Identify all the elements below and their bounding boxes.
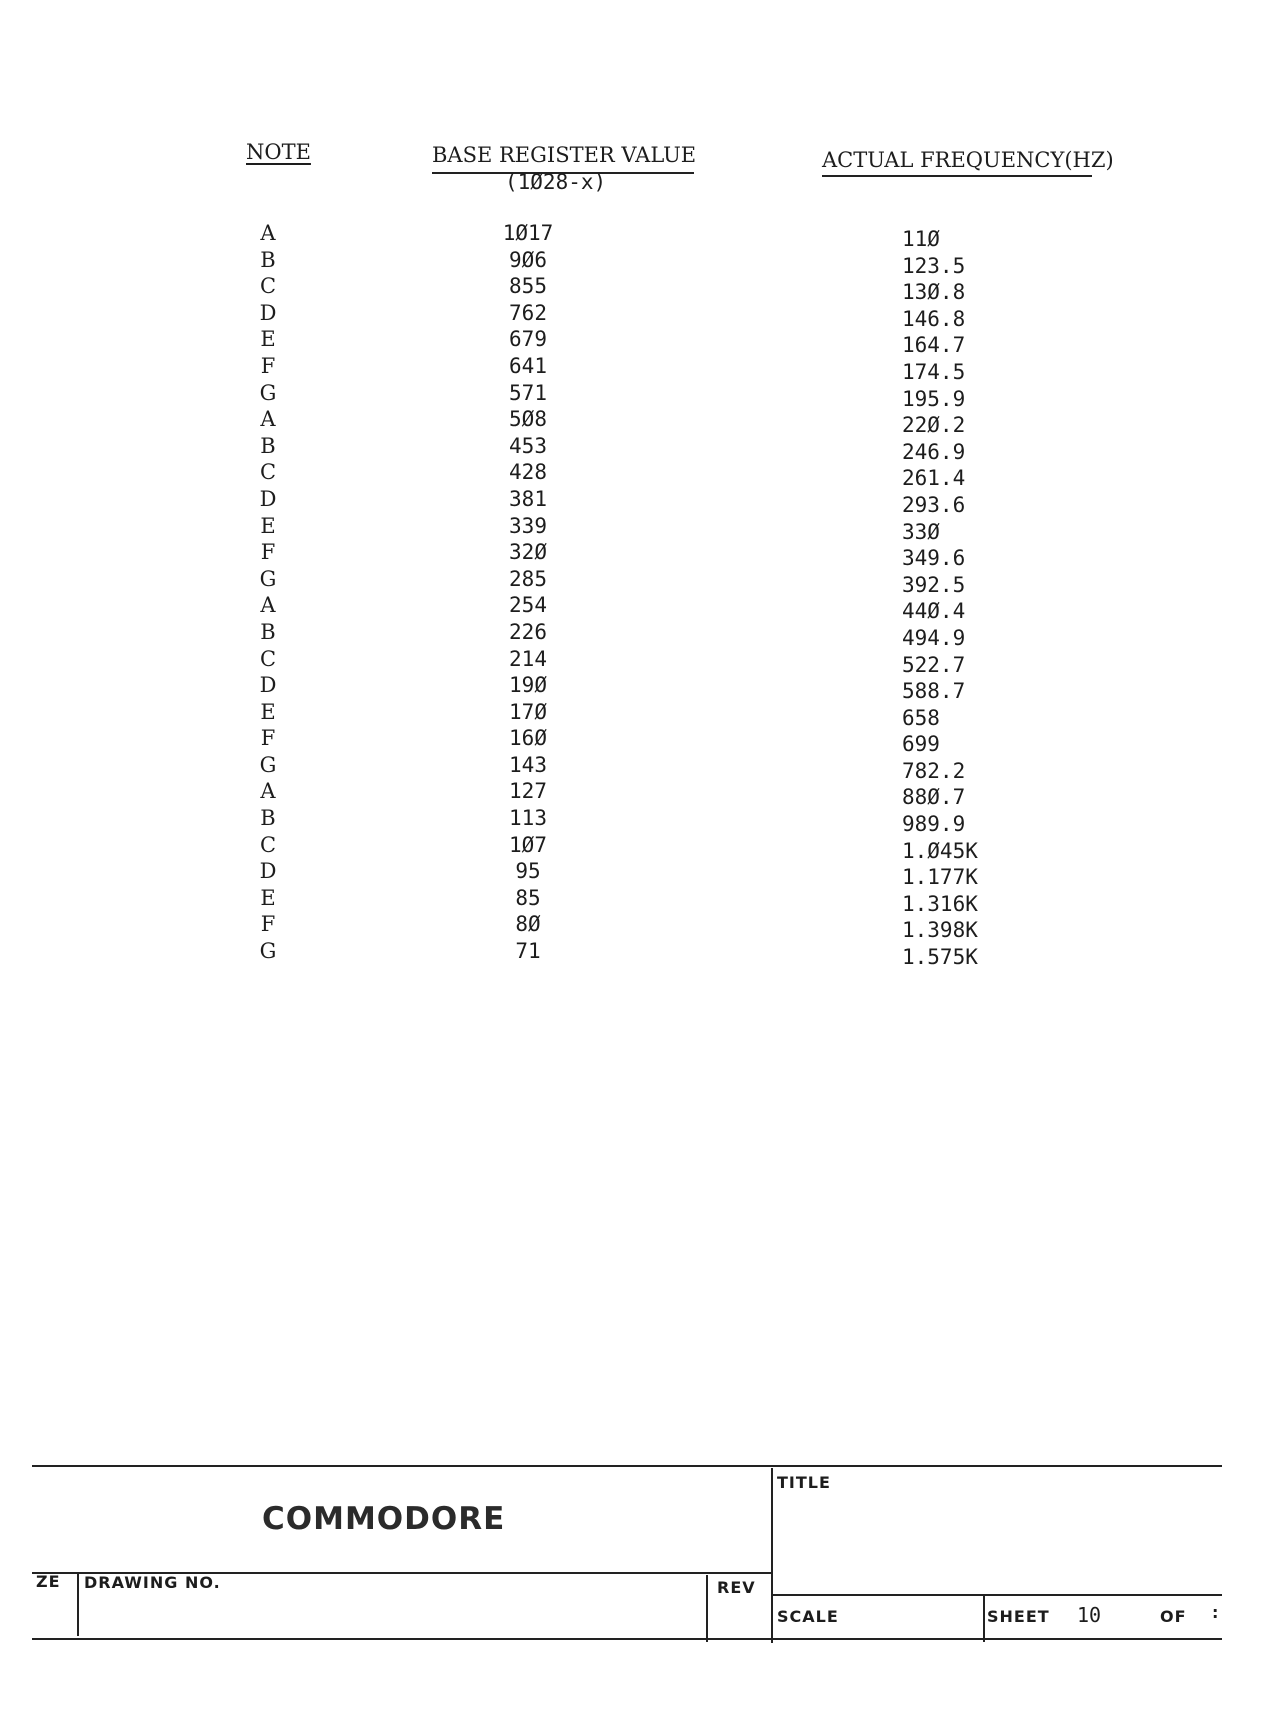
frequency-cell: 11Ø: [902, 227, 940, 251]
note-cell: C: [259, 460, 277, 485]
base-register-cell: 85: [515, 885, 541, 910]
base-register-cell: 226: [509, 619, 547, 644]
base-register-cell: 679: [509, 327, 547, 352]
of-value: :: [1212, 1603, 1220, 1622]
note-cell: C: [259, 646, 277, 671]
note-cell: G: [259, 752, 277, 777]
frequency-cell: 1.398K: [902, 918, 978, 943]
table-row: [0, 859, 1275, 890]
table-row: [0, 699, 1275, 730]
note-cell: C: [259, 832, 277, 857]
table-row: [0, 407, 1275, 438]
table-row: [0, 619, 1275, 650]
note-cell: A: [260, 779, 276, 804]
table-row: [0, 912, 1275, 943]
note-cell: E: [260, 699, 276, 724]
table-row: [0, 806, 1275, 837]
size-cell-divider: [77, 1572, 79, 1636]
table-row: [0, 247, 1275, 278]
table-row: [0, 832, 1275, 863]
table-row: [0, 673, 1275, 704]
note-cell: D: [259, 486, 277, 511]
table-row: [0, 646, 1275, 677]
base-register-cell: 1Ø17: [502, 221, 554, 245]
frequency-cell: 522.7: [902, 652, 966, 677]
table-row: [0, 221, 1275, 251]
company-logo-text: COMMODORE: [262, 1501, 506, 1537]
base-register-cell: 428: [509, 460, 547, 485]
base-register-cell: 17Ø: [509, 699, 547, 724]
frequency-cell: 293.6: [902, 492, 966, 517]
base-register-cell: 641: [509, 353, 547, 378]
note-cell: A: [260, 593, 276, 618]
sheet-label: SHEET: [987, 1607, 1050, 1626]
note-cell: G: [259, 939, 277, 964]
base-register-cell: 113: [509, 806, 547, 831]
table-row: [0, 939, 1275, 970]
note-cell: C: [259, 274, 277, 299]
note-cell: F: [260, 540, 276, 565]
frequency-cell: 699: [902, 732, 940, 757]
title-block-bottom-rule: [32, 1638, 1222, 1640]
frequency-cell: 349.6: [902, 546, 966, 571]
note-cell: F: [260, 353, 276, 378]
table-row: [0, 752, 1275, 783]
frequency-header-underline: [822, 175, 1092, 177]
note-cell: B: [260, 433, 276, 458]
note-cell: A: [260, 407, 276, 432]
base-register-cell: 285: [509, 566, 547, 591]
base-register-cell: 95: [515, 859, 541, 884]
note-column-header: NOTE: [246, 140, 311, 164]
base-register-cell: 9Ø6: [509, 247, 547, 272]
table-row: [0, 433, 1275, 464]
frequency-cell: 164.7: [902, 333, 966, 358]
rev-label: REV: [717, 1578, 756, 1597]
note-cell: G: [259, 566, 277, 591]
table-row: [0, 274, 1275, 305]
table-row: [0, 779, 1275, 810]
frequency-cell: 392.5: [902, 572, 966, 597]
frequency-cell: 1.575K: [902, 945, 978, 970]
frequency-column-header: ACTUAL FREQUENCY(HZ): [822, 148, 1114, 172]
frequency-cell: 246.9: [902, 439, 966, 464]
frequency-cell: 13Ø.8: [902, 280, 966, 305]
base-register-cell: 16Ø: [509, 726, 547, 751]
table-row: [0, 593, 1275, 624]
frequency-cell: 33Ø: [902, 519, 940, 544]
frequency-cell: 782.2: [902, 758, 966, 783]
of-label: OF: [1160, 1607, 1187, 1626]
base-register-cell: 453: [509, 433, 547, 458]
base-register-cell: 381: [509, 486, 547, 511]
table-row: [0, 726, 1275, 757]
frequency-cell: 123.5: [902, 253, 966, 278]
sheet-number: 10: [1077, 1603, 1102, 1627]
note-cell: E: [260, 885, 276, 910]
base-register-cell: 339: [509, 513, 547, 538]
frequency-cell: 195.9: [902, 386, 966, 411]
table-row: [0, 380, 1275, 411]
frequency-cell: 261.4: [902, 466, 966, 491]
base-register-formula: (1Ø28-x): [505, 170, 607, 194]
base-register-cell: 32Ø: [509, 540, 547, 565]
frequency-cell: 22Ø.2: [902, 413, 966, 438]
note-cell: D: [259, 300, 277, 325]
title-block-top-rule: [32, 1465, 1222, 1467]
frequency-cell: 174.5: [902, 359, 966, 384]
frequency-cell: 494.9: [902, 625, 966, 650]
drawing-no-label: DRAWING NO.: [84, 1573, 221, 1592]
note-cell: B: [260, 247, 276, 272]
note-cell: E: [260, 327, 276, 352]
table-row: [0, 885, 1275, 916]
note-cell: E: [260, 513, 276, 538]
table-row: [0, 353, 1275, 384]
note-cell: D: [259, 673, 277, 698]
table-row: [0, 327, 1275, 358]
note-cell: F: [260, 726, 276, 751]
base-register-cell: 214: [509, 646, 547, 671]
base-register-cell: 5Ø8: [509, 407, 547, 432]
frequency-cell: 1.316K: [902, 891, 978, 916]
base-register-cell: 8Ø: [515, 912, 541, 937]
note-cell: G: [259, 380, 277, 405]
sheet-cell-divider: [983, 1595, 985, 1642]
rev-cell-divider: [706, 1575, 708, 1642]
base-register-cell: 571: [509, 380, 547, 405]
scale-label: SCALE: [777, 1607, 839, 1626]
table-row: [0, 566, 1275, 597]
frequency-cell: 1.Ø45K: [902, 838, 978, 863]
base-register-cell: 143: [509, 752, 547, 777]
title-label: TITLE: [777, 1473, 831, 1492]
base-register-column-header: BASE REGISTER VALUE: [432, 143, 697, 167]
base-register-cell: 762: [509, 300, 547, 325]
table-row: [0, 460, 1275, 491]
size-label: ZE: [36, 1572, 61, 1591]
note-cell: F: [260, 912, 276, 937]
base-register-cell: 71: [515, 939, 541, 964]
base-register-cell: 254: [509, 593, 547, 618]
scale-rule: [771, 1594, 1222, 1596]
frequency-cell: 88Ø.7: [902, 785, 966, 810]
note-cell: D: [259, 859, 277, 884]
note-cell: B: [260, 619, 276, 644]
base-register-cell: 19Ø: [509, 673, 547, 698]
base-register-cell: 127: [509, 779, 547, 804]
frequency-cell: 44Ø.4: [902, 599, 966, 624]
table-row: [0, 300, 1275, 331]
note-cell: B: [260, 806, 276, 831]
frequency-cell: 989.9: [902, 812, 966, 837]
base-register-cell: 1Ø7: [509, 832, 547, 857]
note-cell: A: [260, 221, 276, 245]
base-register-cell: 855: [509, 274, 547, 299]
table-row: [0, 513, 1275, 544]
frequency-cell: 658: [902, 705, 940, 730]
table-row: [0, 540, 1275, 571]
table-row: [0, 486, 1275, 517]
frequency-cell: 588.7: [902, 679, 966, 704]
frequency-cell: 1.177K: [902, 865, 978, 890]
note-frequency-table: [0, 221, 1275, 970]
frequency-cell: 146.8: [902, 306, 966, 331]
title-block-divider-vertical: [771, 1468, 773, 1643]
